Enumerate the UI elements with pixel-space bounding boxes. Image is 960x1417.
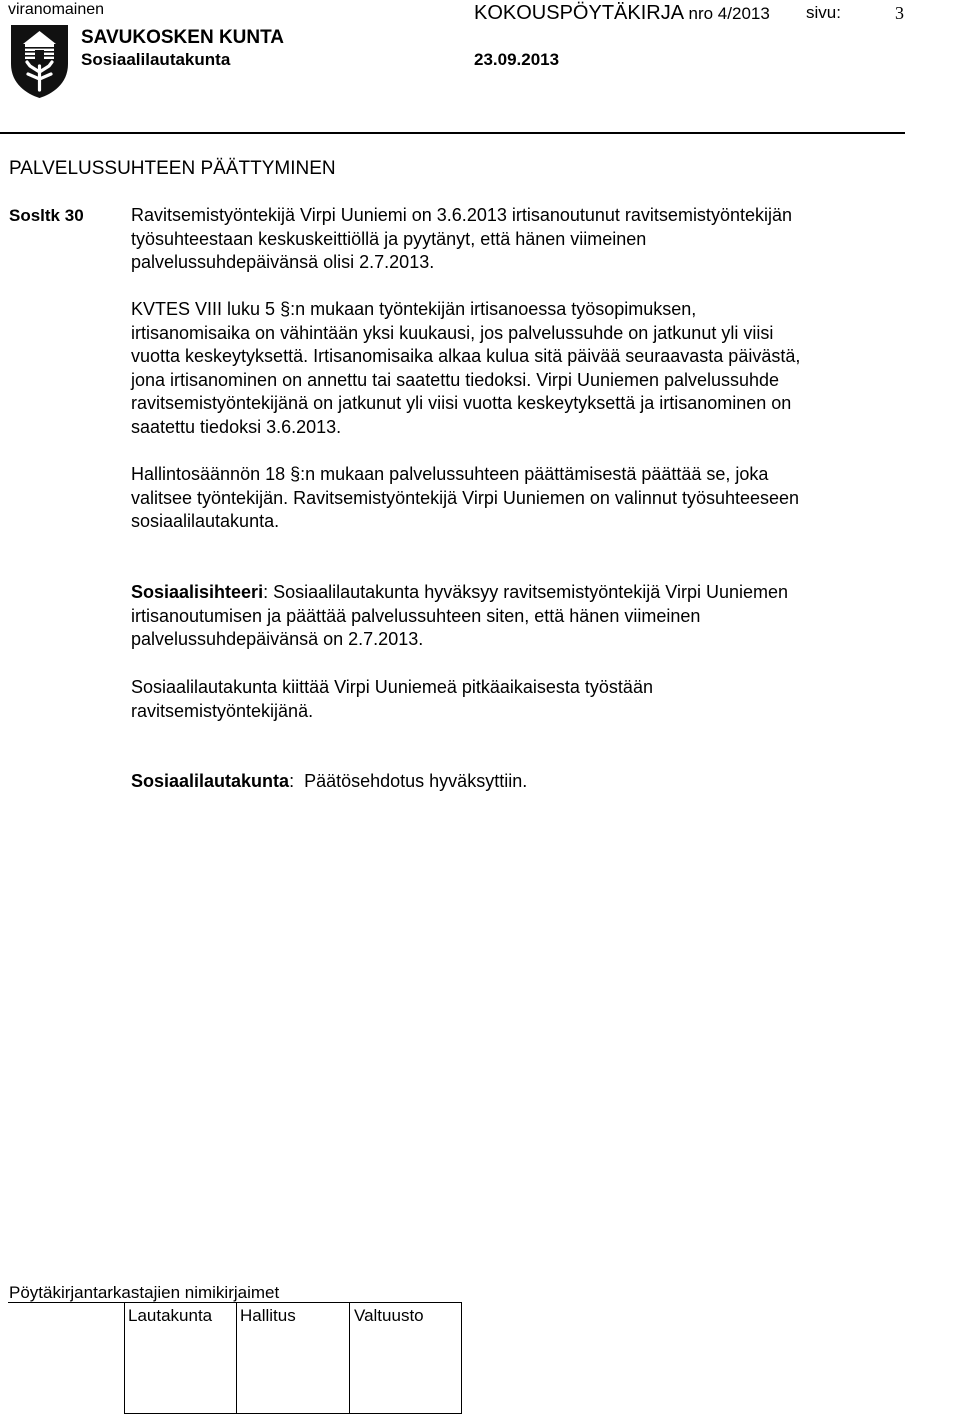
decision-separator: : bbox=[289, 771, 295, 791]
decision-text: Päätösehdotus hyväksyttiin. bbox=[294, 771, 528, 791]
text-line: palvelussuhdepäivänsä olisi 2.7.2013. bbox=[131, 252, 435, 273]
board-name: Sosiaalilautakunta bbox=[81, 50, 231, 69]
intro-paragraph bbox=[131, 204, 931, 275]
doc-number: nro 4/2013 bbox=[688, 4, 770, 23]
text-line: saatettu tiedoksi 3.6.2013. bbox=[131, 416, 342, 437]
proposal-label: Sosiaalisihteeri bbox=[131, 582, 264, 602]
doc-title-text: KOKOUSPÖYTÄKIRJA bbox=[474, 2, 683, 24]
municipality-name: SAVUKOSKEN KUNTA bbox=[81, 27, 285, 48]
kvtes-paragraph bbox=[131, 298, 931, 440]
page-label: sivu: bbox=[806, 3, 841, 22]
text-line: sosiaalilautakunta. bbox=[131, 511, 280, 532]
rule-paragraph bbox=[131, 463, 931, 534]
text-line: jona irtisanominen on annettu tai saatettu tiedoksi. Virpi Uuniemen palvelussuhde bbox=[131, 369, 780, 390]
meeting-date: 23.09.2013 bbox=[474, 50, 560, 69]
page-number: 3 bbox=[895, 3, 904, 23]
column-label-valtuusto: Valtuusto bbox=[354, 1306, 424, 1325]
decision-label: Sosiaalilautakunta bbox=[131, 771, 290, 791]
text-line: Sosiaalilautakunta kiittää Virpi Uuniemeä pitkäaikaisesta työstään bbox=[131, 677, 653, 697]
text-line: irtisanomisaika on vähintään yksi kuukausi, jos palvelussuhde on jatkunut yli viisi bbox=[131, 322, 774, 343]
decision-paragraph bbox=[131, 770, 931, 794]
text-line: Hallintosäännön 18 §:n mukaan palvelussuhteen päättämisestä päättää se, joka bbox=[131, 464, 769, 484]
decision-line bbox=[131, 770, 931, 794]
header-divider bbox=[0, 132, 905, 134]
draft-label: viranomainen bbox=[8, 1, 105, 18]
case-id: Sosltk 30 bbox=[9, 206, 84, 225]
text-line: vuotta keskeytyksettä. Irtisanomisaika alkaa kulua sitä päivää seuraavasta päivästä, bbox=[131, 346, 801, 367]
coat-of-arms-shield-icon bbox=[10, 24, 69, 99]
section-heading: PALVELUSSUHTEEN PÄÄTTYMINEN bbox=[9, 158, 336, 179]
text-line: Ravitsemistyöntekijä Virpi Uuniemi on 3.6.2013 irtisanoutunut ravitsemistyöntekijän bbox=[131, 205, 792, 225]
municipality-coat-of-arms-logo bbox=[10, 24, 69, 99]
proposal-paragraph bbox=[131, 581, 931, 652]
signatures-title: Pöytäkirjantarkastajien nimikirjaimet bbox=[9, 1283, 280, 1302]
proposal-first-line bbox=[131, 581, 931, 605]
thanks-paragraph bbox=[131, 676, 931, 723]
proposal-text: Sosiaalilautakunta hyväksyy ravitsemistyöntekijä Virpi Uuniemen bbox=[268, 582, 789, 602]
document-title bbox=[474, 2, 770, 25]
text-line: irtisanoutumisen ja päättää palvelussuhteen siten, että hänen viimeinen bbox=[131, 605, 701, 626]
text-line: KVTES VIII luku 5 §:n mukaan työntekijän irtisanoessa työsopimuksen, bbox=[131, 299, 697, 319]
text-line: palvelussuhdepäivänsä on 2.7.2013. bbox=[131, 629, 424, 650]
column-label-lautakunta: Lautakunta bbox=[128, 1306, 213, 1325]
text-line: ravitsemistyöntekijänä. bbox=[131, 700, 314, 721]
text-line: työsuhteestaan keskuskeittiöllä ja pyytänyt, että hänen viimeinen bbox=[131, 228, 647, 249]
column-label-hallitus: Hallitus bbox=[240, 1306, 296, 1325]
proposal-separator: : bbox=[263, 582, 269, 602]
text-line: valitsee työntekijän. Ravitsemistyöntekijä Virpi Uuniemen on valinnut työsuhteeseen bbox=[131, 487, 800, 508]
text-line: ravitsemistyöntekijänä on jatkunut yli viisi vuotta keskeytyksettä ja irtisanominen on bbox=[131, 393, 792, 414]
